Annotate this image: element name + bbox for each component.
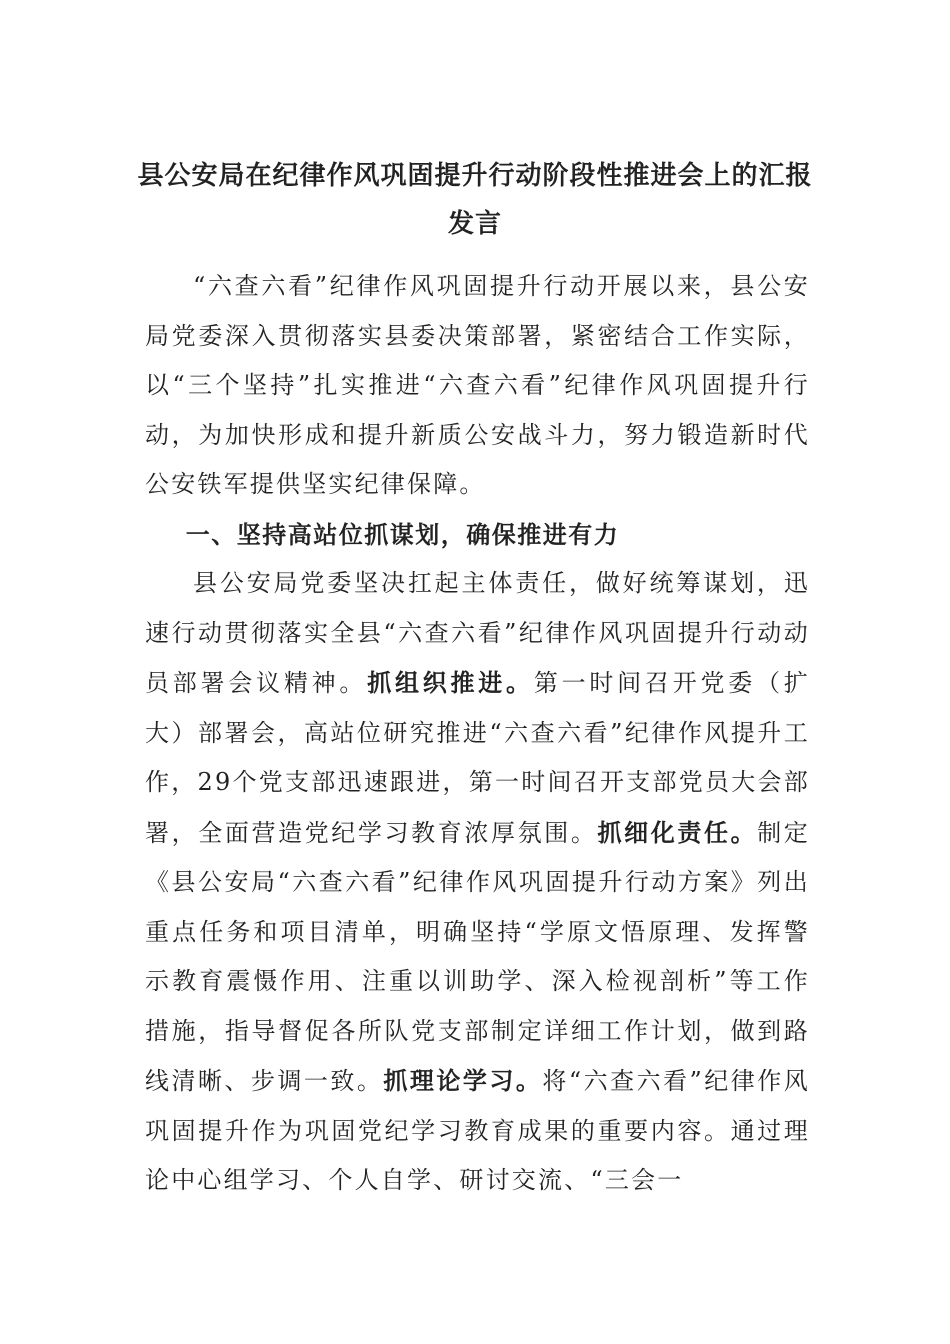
document-title-line-1: 县公安局在纪律作风巩固提升行动阶段性推进会上的汇报 — [137, 161, 813, 191]
document-title-line-2: 发言 — [447, 209, 502, 239]
section-1-heading: 一、坚持高站位抓谋划，确保推进有力 — [185, 519, 620, 549]
intro-paragraph: “六查六看”纪律作风巩固提升行动开展以来，县公安局党委深入贯彻落实县委决策部署，紧密结合工作实际，以“三个坚持”扎实推进“六查六看”纪律作风巩固提升行动，为加快形成和提升新质公安战斗力，努力锻造新时代公安铁军提供坚实纪律保障。 — [145, 272, 810, 498]
point-1-text: 第一时间召开党委（扩大）部署会，高站位研究推进“六查六看”纪律作风提升工作，29个党支部迅速跟进，第一时间召开支部党员大会部署，全面营造党纪学习教育浓厚氛围。 — [145, 669, 810, 847]
point-3-text: 将“六查六看”纪律作风巩固提升作为巩固党纪学习教育成果的重要内容。通过理论中心组学习、个人自学、研讨交流、“三会一 — [145, 1067, 810, 1194]
point-2-text: 制定《县公安局“六查六看”纪律作风巩固提升行动方案》列出重点任务和项目清单，明确坚持“学原文悟原理、发挥警示教育震慑作用、注重以训助学、深入检视剖析”等工作措施，指导督促各所队党支部制定详细工作计划，做到路线清晰、步调一致。 — [145, 818, 811, 1095]
document-body — [145, 262, 810, 1206]
point-3-label: 抓理论学习。 — [383, 1066, 543, 1095]
section-1-lead: 县公安局党委坚决扛起主体责任，做好统筹谋划，迅速行动贯彻落实全县“六查六看”纪律作风巩固提升行动动员部署会议精神。 — [145, 569, 810, 697]
section-1-paragraph — [145, 559, 810, 1206]
point-2-label: 抓细化责任。 — [597, 817, 758, 847]
point-1-label: 抓组织推进。 — [367, 668, 534, 697]
